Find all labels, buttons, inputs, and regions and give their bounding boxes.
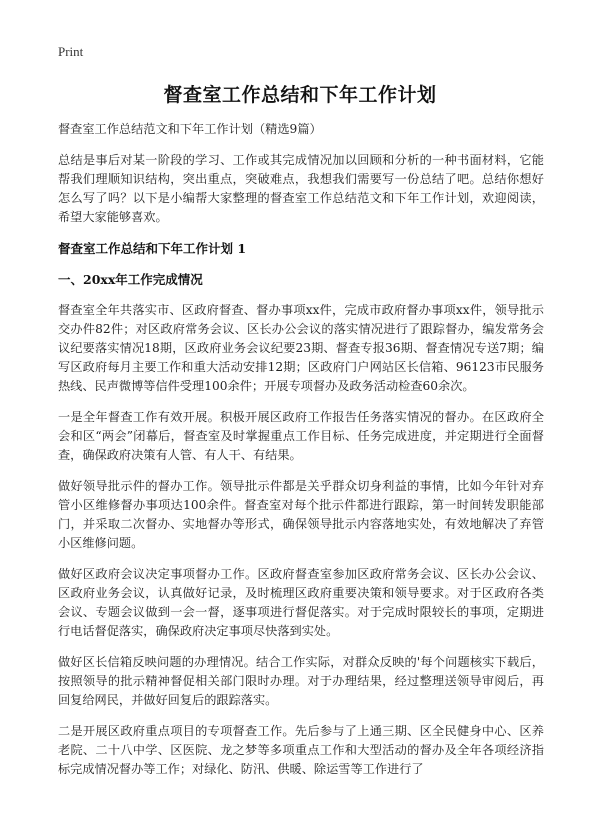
print-link[interactable]: Print xyxy=(58,44,84,59)
body-paragraph: 做好区长信箱反映问题的办理情况。结合工作实际，对群众反映的'每个问题核实下载后，按照领导的批示精神督促相关部门限时办理。对于办理结果，经过整理送领导审阅后，再回复给网民，并做好回复后的跟踪落实。 xyxy=(58,655,544,707)
body-paragraph: 督查室全年共落实市、区政府督查、督办事项xx件，完成市政府督办事项xx件，领导批示交办件82件；对区政府常务会议、区长办公会议的落实情况进行了跟踪督办，编发常务会议纪要落实情况18期，区政府业务会议纪要23期、督查专报36期、督查情况专送7期；编写区政府每月主要工作和重大活动安排12期；区政府门户网站区长信箱、96123市民服务热线、民声微博等信件受理100余件；开展专项督办及政务活动检查60余次。 xyxy=(58,303,544,393)
body-paragraph: 一是全年督查工作有效开展。积极开展区政府工作报告任务落实情况的督办。在区政府全会和区“两会”闭幕后，督查室及时掌握重点工作目标、任务完成进度，并定期进行全面督查，确保政府决策有人管、有人干、有结果。 xyxy=(58,410,544,462)
body-paragraph: 做好领导批示件的督办工作。领导批示件都是关乎群众切身利益的事情，比如今年针对弃管小区维修督办事项达100余件。督查室对每个批示件都进行跟踪，第一时间转发职能部门，并采取二次督办、实地督办等形式，确保领导批示内容落地实处，有效地解决了弃管小区维修问题。 xyxy=(58,479,544,550)
body-paragraph: 二是开展区政府重点项目的专项督查工作。先后参与了上通三期、区全民健身中心、区养老院、二十八中学、区医院、龙之梦等多项重点工作和大型活动的督办及全年各项经济指标完成情况督办等工作；对绿化、防汛、供暖、除运雪等工作进行了 xyxy=(58,724,544,776)
intro-paragraph: 总结是事后对某一阶段的学习、工作或其完成情况加以回顾和分析的一种书面材料，它能帮我们理顺知识结构，突出重点，突破难点，我想我们需要写一份总结了吧。总结你想好怎么写了吗？以下是小编帮大家整理的督查室工作总结范文和下年工作计划，欢迎阅读，希望大家能够喜欢。 xyxy=(58,153,544,224)
article-subtitle: 督查室工作总结范文和下年工作计划（精选9篇） xyxy=(58,122,322,136)
body-paragraph: 做好区政府会议决定事项督办工作。区政府督查室参加区政府常务会议、区长办公会议、区政府业务会议，认真做好记录，及时梳理区政府重要决策和领导要求。对于区政府各类会议、专题会议做到一会一督，逐事项进行督促落实。对于完成时限较长的事项，定期进行电话督促落实，确保政府决定事项尽快落到实处。 xyxy=(58,567,544,638)
sub-heading: 一、20xx年工作完成情况 xyxy=(58,272,203,287)
page-title: 督查室工作总结和下年工作计划 xyxy=(163,84,437,106)
article-body xyxy=(58,120,544,791)
section-heading: 督查室工作总结和下年工作计划 1 xyxy=(58,241,247,256)
